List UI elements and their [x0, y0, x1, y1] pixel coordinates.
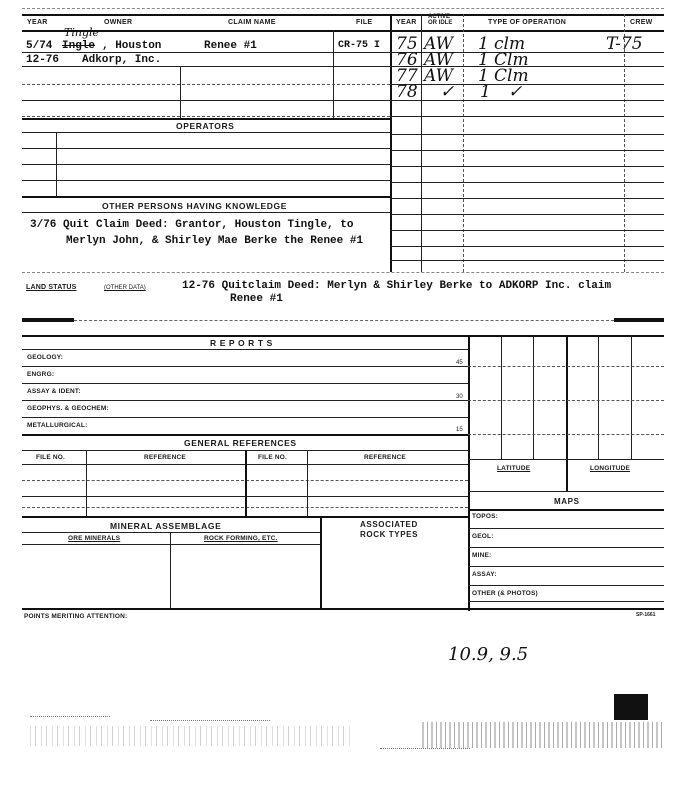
owner-row-rule-5: [22, 116, 390, 117]
maps-geol: GEOL:: [472, 533, 494, 540]
owner-row-rule-1: [22, 52, 390, 53]
latitude-label: LATITUDE: [497, 465, 531, 472]
activity-rule-11: [390, 214, 664, 215]
owner-row-rule-4: [22, 100, 390, 101]
header-or-idle: OR IDLE: [428, 20, 453, 26]
maps-rule-1: [468, 528, 664, 529]
header-claim-name: CLAIM NAME: [228, 19, 276, 26]
maps-rule-5: [468, 601, 664, 602]
hand-crew-75: T-75: [606, 34, 643, 54]
operators-rule-4: [22, 180, 390, 181]
hand-status-77: AW: [424, 66, 454, 86]
hand-type-75: clm: [494, 34, 526, 54]
hand-year-77: 77: [396, 66, 418, 86]
reports-mark-45: 45: [456, 360, 463, 366]
grid-row-3: [468, 434, 664, 435]
ref-reference-1: REFERENCE: [144, 454, 186, 461]
scan-noise-line-2: [150, 720, 270, 721]
hand-status-78: ✓: [440, 82, 455, 102]
operators-col-divider: [56, 132, 57, 196]
owner-name-1: , Houston: [102, 40, 162, 52]
general-references-heading: GENERAL REFERENCES: [184, 438, 297, 448]
land-status-sublabel: (OTHER DATA): [104, 285, 146, 291]
header-type-of-operation: TYPE OF OPERATION: [488, 19, 567, 26]
bar-middle: [74, 320, 614, 321]
other-persons-line-1: 3/76 Quit Claim Deed: Grantor, Houston Tingle, to: [30, 219, 354, 231]
hand-count-75: 1: [478, 34, 489, 54]
activity-rule-6: [390, 134, 664, 135]
grid-row-4: [468, 459, 664, 460]
owner-col-divider: [180, 66, 181, 118]
hand-count-77: 1: [478, 66, 489, 86]
other-persons-heading: OTHER PERSONS HAVING KNOWLEDGE: [102, 201, 288, 211]
mineral-rule-2: [22, 544, 320, 545]
activity-rule-7: [390, 150, 664, 151]
ref-col-3: [307, 450, 308, 516]
ref-col-2: [245, 450, 247, 516]
maps-topos: TOPOS:: [472, 513, 499, 520]
reports-metallurgical: METALLURGICAL:: [27, 422, 88, 429]
right-grid-divider: [468, 335, 470, 611]
file-number-1: CR-75 I: [338, 40, 381, 51]
grid-col-3: [566, 335, 568, 491]
reports-mark-30: 30: [456, 394, 463, 400]
grid-row-2: [468, 400, 664, 401]
coords-bottom-rule: [468, 491, 664, 492]
scan-noise-right: [422, 722, 662, 748]
operators-rule-2: [22, 148, 390, 149]
owner-row-rule-3: [22, 84, 390, 85]
header-year: YEAR: [27, 19, 48, 26]
activity-rule-12: [390, 230, 664, 231]
bar-right: [614, 318, 664, 322]
mineral-col-divider: [170, 532, 171, 608]
scan-noise-left: [30, 726, 350, 746]
other-persons-line-2: Merlyn John, & Shirley Mae Berke the Renee #1: [66, 235, 364, 247]
header-active: ACTIVE: [428, 14, 451, 20]
ore-minerals-label: ORE MINERALS: [68, 535, 121, 542]
hand-status-76: AW: [424, 50, 454, 70]
activity-rule-5: [390, 116, 664, 117]
claim-name-1: Renee #1: [204, 40, 257, 52]
rock-types-label: ROCK TYPES: [360, 530, 419, 539]
owner-year-2: 12-76: [26, 54, 60, 66]
scan-noise-line-3: [380, 748, 470, 749]
hand-type-77: Clm: [494, 66, 529, 86]
maps-top-rule: [468, 509, 664, 511]
header-crew: CREW: [630, 19, 653, 26]
hand-status-75: AW: [424, 34, 454, 54]
activity-rule-14: [390, 260, 664, 261]
activity-rule-4: [390, 100, 664, 101]
header-bottom-rule: [22, 30, 664, 32]
owner-year-1: 5/74: [26, 40, 53, 52]
form-code: SP-1661: [636, 612, 656, 618]
activity-rule-13: [390, 246, 664, 247]
reports-rule-1: [22, 366, 468, 367]
other-persons-top-rule: [22, 196, 390, 198]
grid-col-1: [501, 335, 502, 459]
reports-rule-2: [22, 383, 468, 384]
activity-rule-8: [390, 166, 664, 167]
bottom-rule: [22, 608, 664, 610]
reports-engrg: ENGRG:: [27, 371, 55, 378]
bar-left: [22, 318, 74, 322]
longitude-label: LONGITUDE: [590, 465, 631, 472]
land-status-label: LAND STATUS: [26, 284, 77, 291]
reports-geology: GEOLOGY:: [27, 354, 64, 361]
owner-row-rule-2: [22, 66, 390, 67]
reports-assay: ASSAY & IDENT:: [27, 388, 81, 395]
mineral-assemblage-heading: MINERAL ASSEMBLAGE: [110, 521, 222, 531]
operators-rule-1: [22, 132, 390, 133]
hand-footer-note: 10.9, 9.5: [448, 644, 529, 665]
grid-row-1: [468, 366, 664, 367]
ref-file-no-2: FILE NO.: [258, 454, 288, 461]
top-edge-line: [22, 8, 664, 9]
header-top-rule: [22, 14, 664, 16]
maps-mine: MINE:: [472, 552, 492, 559]
reports-mark-15: 15: [456, 427, 463, 433]
reports-heading: R E P O R T S: [210, 338, 273, 348]
mineral-assoc-divider: [320, 516, 322, 608]
header-owner: OWNER: [104, 19, 133, 26]
land-status-top-rule: [22, 272, 664, 273]
hand-year-75: 75: [396, 34, 418, 54]
reports-rule-4: [22, 417, 468, 418]
rock-forming-label: ROCK FORMING, ETC.: [204, 535, 278, 542]
reports-rule-3: [22, 400, 468, 401]
mineral-top-rule: [22, 516, 468, 518]
ref-file-no-1: FILE NO.: [36, 454, 66, 461]
associated-label: ASSOCIATED: [360, 520, 418, 529]
maps-rule-2: [468, 547, 664, 548]
grid-col-2: [533, 335, 534, 459]
operators-top-rule: [22, 118, 390, 120]
owner-handwritten-name: Tingle: [64, 26, 100, 39]
operators-rule-3: [22, 164, 390, 165]
maps-rule-3: [468, 566, 664, 567]
hand-year-76: 76: [396, 50, 418, 70]
scan-noise-line-1: [30, 716, 110, 717]
activity-rule-9: [390, 182, 664, 183]
owner-name-2: Adkorp, Inc.: [82, 54, 162, 66]
land-status-line-2: Renee #1: [230, 293, 283, 305]
file-col-divider: [333, 30, 334, 120]
points-meriting-attention: POINTS MERITING ATTENTION:: [24, 613, 128, 620]
reports-bottom-rule: [22, 434, 468, 436]
reports-geophys: GEOPHYS. & GEOCHEM:: [27, 405, 109, 412]
maps-other: OTHER (& PHOTOS): [472, 590, 538, 597]
maps-heading: MAPS: [554, 497, 580, 506]
header-year-2: YEAR: [396, 19, 417, 26]
operators-heading: OPERATORS: [176, 121, 235, 131]
other-persons-rule: [22, 212, 390, 213]
hand-year-78: 78: [396, 82, 418, 102]
hand-count-76: 1: [478, 50, 489, 70]
grid-col-5: [631, 335, 632, 459]
ref-col-1: [86, 450, 87, 516]
maps-assay: ASSAY:: [472, 571, 497, 578]
header-file: FILE: [356, 19, 373, 26]
owner-struck-name: Ingle: [62, 40, 96, 52]
hand-count-78: 1: [480, 82, 491, 102]
grid-col-4: [598, 335, 599, 459]
activity-rule-10: [390, 198, 664, 199]
reports-rule-0: [22, 349, 468, 350]
land-status-line-1: 12-76 Quitclaim Deed: Merlyn & Shirley Berke to ADKORP Inc. claim: [182, 280, 612, 292]
ref-reference-2: REFERENCE: [364, 454, 406, 461]
hand-type-78: ✓: [508, 82, 523, 102]
mineral-rule-1: [22, 532, 320, 533]
maps-rule-4: [468, 585, 664, 586]
scan-dark-block: [614, 694, 648, 720]
hand-type-76: Clm: [494, 50, 529, 70]
